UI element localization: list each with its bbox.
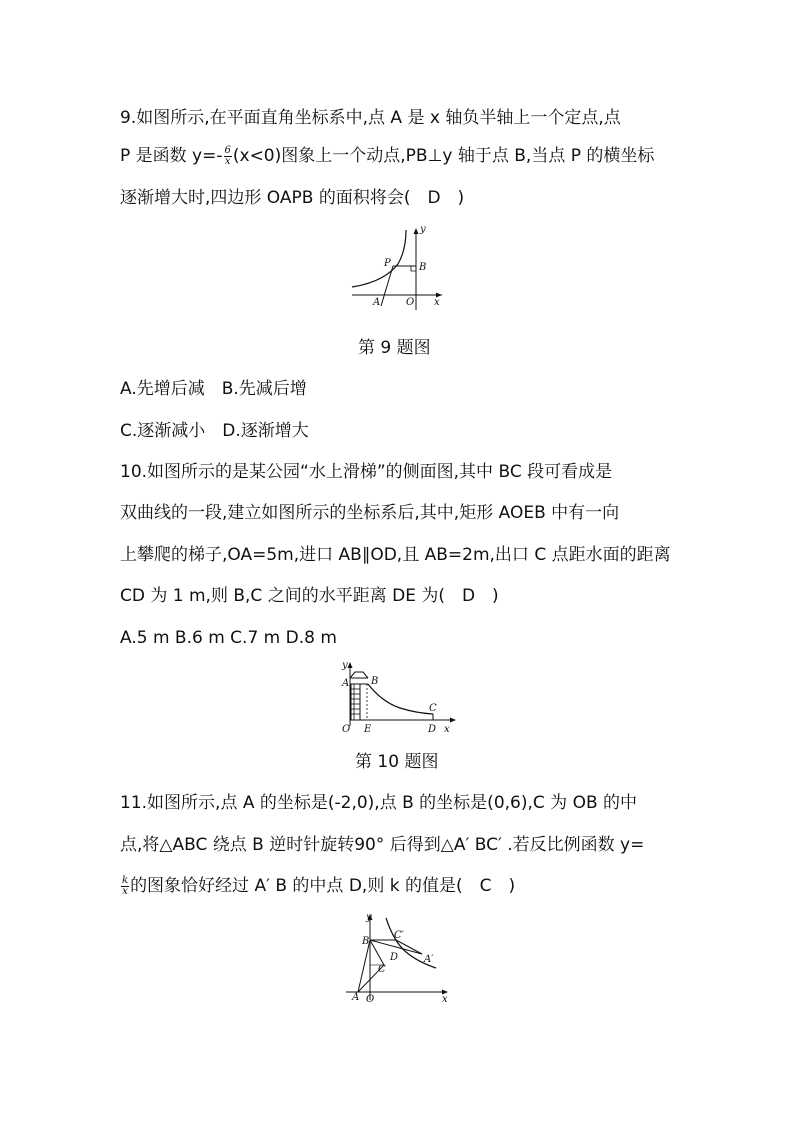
q11-line-2: 点,将△ABC 绕点 B 逆时针旋转90° 后得到△A′ BC′ .若反比例函数 y= [120,835,645,855]
q11-label-O: O [366,994,375,1005]
q10-label-O: O [342,724,351,735]
q11-line-1: 11.如图所示,点 A 的坐标是(-2,0),点 B 的坐标是(0,6),C 为 OB 的中 [120,793,638,813]
q11-label-B: B [362,936,370,947]
q10-label-B: B [371,676,379,687]
q11-label-C: C [378,964,386,975]
q9-label-y: y [420,224,426,235]
q9-options-ab: A.先增后减 B.先减后增 [120,379,307,399]
q10-label-y: y [342,660,348,671]
q9-label-A: A [373,297,381,308]
q10-options: A.5 m B.6 m C.7 m D.8 m [120,628,337,648]
q9-frac-num: 6 [224,144,231,156]
q9-line-2-post: (x<0)图象上一个动点,PB⊥y 轴于点 B,当点 P 的横坐标 [232,146,655,166]
q11-line-3-post: 的图象恰好经过 A′ B 的中点 D,则 k 的值是( C ) [130,876,516,896]
q10-label-A: A [342,678,350,689]
q10-label-C: C [429,703,437,714]
q9-line-3: 逐渐增大时,四边形 OAPB 的面积将会( D ) [120,188,465,208]
q10-line-3: 上攀爬的梯子,OA=5m,进口 AB∥OD,且 AB=2m,出口 C 点距水面的距离 [120,545,671,565]
q9-options-cd: C.逐渐减小 D.逐渐增大 [120,421,309,441]
q11-frac-den: x [122,885,128,897]
q11-label-x: x [442,994,448,1005]
q9-label-B: B [419,262,427,273]
q9-line-2-pre: P 是函数 y=- [120,146,223,166]
q9-line-2 [120,144,654,168]
q11-line-3 [120,874,515,898]
q11-figure [342,908,454,1004]
q11-label-y: y [366,912,372,923]
q11-label-Aprime: A′ [424,954,434,965]
q9-frac-den: x [224,155,231,167]
q10-line-4: CD 为 1 m,则 B,C 之间的水平距离 DE 为( D ) [120,586,499,606]
q9-fraction [224,146,232,167]
q11-label-D: D [390,952,399,963]
q10-label-x: x [444,724,450,735]
q9-label-x: x [434,297,440,308]
q10-figure [340,656,460,740]
q9-figure [348,224,448,314]
q11-fraction [121,876,129,897]
q10-line-2: 双曲线的一段,建立如图所示的坐标系后,其中,矩形 AOEB 中有一向 [120,503,620,523]
q11-label-Cprime: C′ [394,930,404,941]
q10-label-E: E [364,724,372,735]
q10-line-1: 10.如图所示的是某公园“水上滑梯”的侧面图,其中 BC 段可看成是 [120,462,613,482]
q9-caption: 第 9 题图 [358,338,431,358]
q10-caption: 第 10 题图 [355,752,439,772]
q10-label-D: D [428,724,437,735]
q11-label-A: A [352,992,360,1003]
q9-label-O: O [406,297,415,308]
q9-line-1: 9.如图所示,在平面直角坐标系中,点 A 是 x 轴负半轴上一个定点,点 [120,108,621,128]
q11-frac-num: k [122,874,129,886]
q9-label-P: P [384,258,391,269]
